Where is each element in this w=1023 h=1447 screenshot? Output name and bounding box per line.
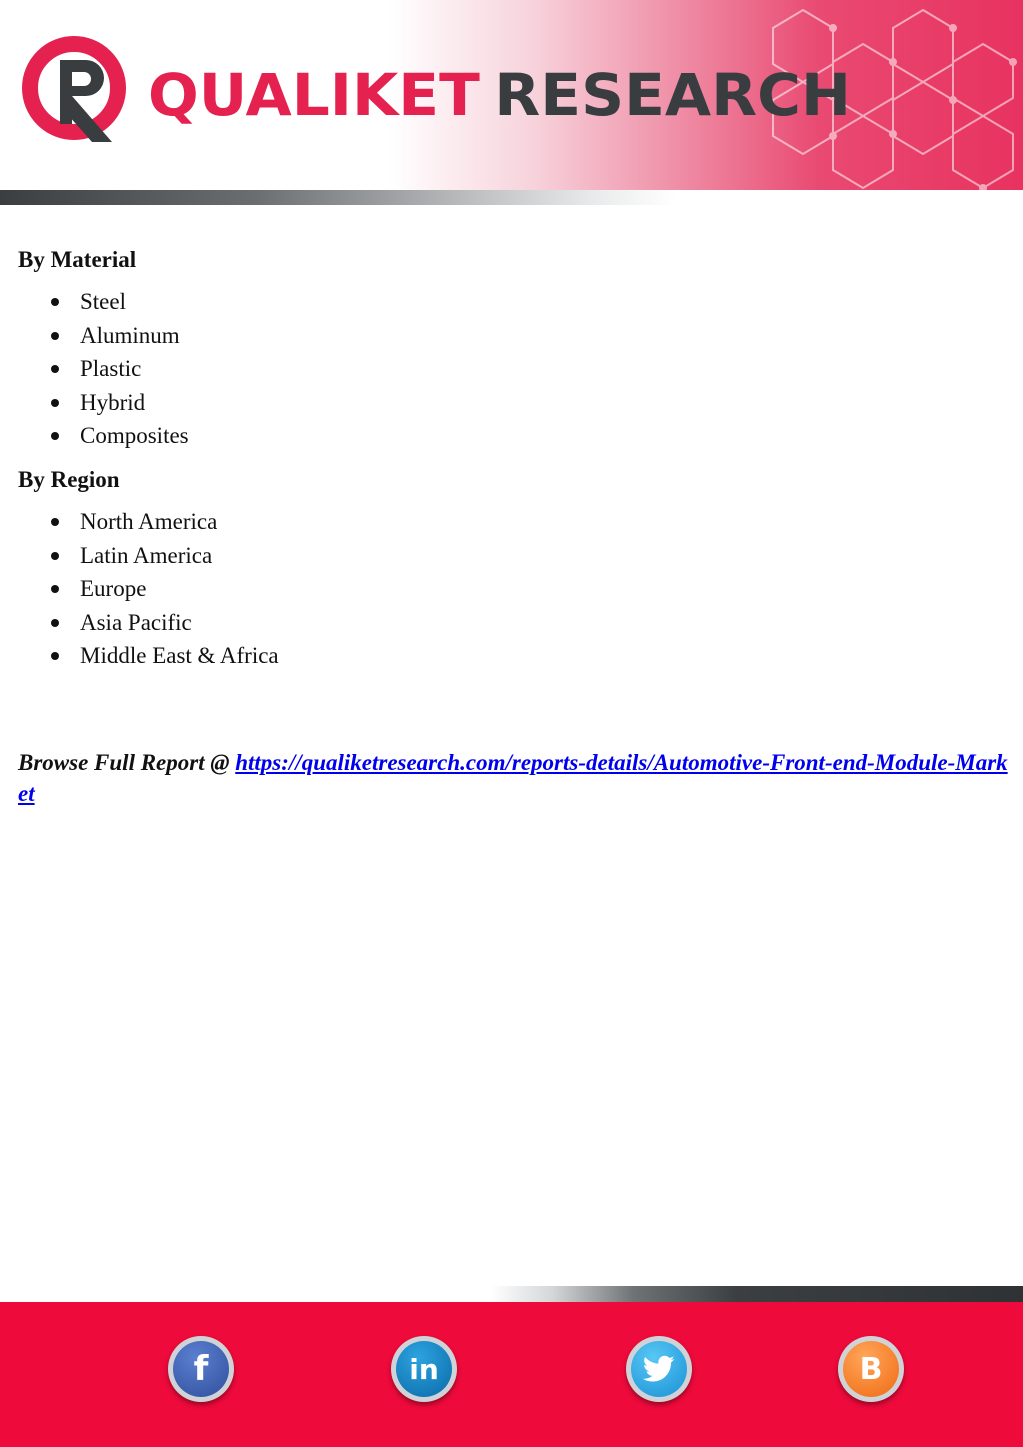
list-item-label: Composites [80,423,189,449]
list-item-label: Latin America [80,542,213,568]
facebook-icon: f [173,1341,229,1397]
document-body [18,245,1008,673]
section-title-region: By Region [18,466,120,492]
list-item [18,639,1008,673]
list-item-label: Middle East & Africa [80,643,279,669]
list-item [18,539,1008,573]
blogger-icon: B [843,1341,899,1397]
list-item-label: Asia Pacific [80,609,192,635]
list-item [18,386,1008,420]
qr-logo-icon [20,32,135,150]
linkedin-icon: in [396,1341,452,1397]
material-list [18,285,1008,453]
bullet-icon [51,399,59,407]
list-item [18,419,1008,453]
bullet-icon [51,552,59,560]
twitter-bird-icon [643,1355,675,1383]
region-list [18,505,1008,673]
footer-divider-bar [0,1286,1023,1302]
header-divider-bar [0,190,1023,205]
report-link[interactable]: https://qualiketresearch.com/reports-details/Automotive-Front-end-Module-Market [18,750,1008,806]
list-item-label: Hybrid [80,389,146,415]
browse-report-line [18,747,1008,809]
blogger-button[interactable] [838,1336,904,1402]
twitter-icon [631,1341,687,1397]
linkedin-button[interactable] [391,1336,457,1402]
list-item-label: Aluminum [80,322,180,348]
brand-name [148,60,851,130]
section-title-material: By Material [18,247,137,272]
bullet-icon [51,652,59,660]
page-header [0,0,1023,190]
bullet-icon [51,332,59,340]
list-item [18,606,1008,640]
bullet-icon [51,298,59,306]
list-item [18,572,1008,606]
bullet-icon [51,619,59,627]
bullet-icon [51,365,59,373]
list-item-label: Europe [80,576,147,602]
list-item [18,505,1008,539]
list-item-label: Plastic [80,356,142,382]
list-item [18,285,1008,319]
bullet-icon [51,518,59,526]
list-item-label: Steel [80,289,126,314]
brand-word-qualiket: QUALIKET [148,61,480,129]
twitter-button[interactable] [626,1336,692,1402]
bullet-icon [51,585,59,593]
list-item-label: North America [80,508,218,534]
list-item [18,319,1008,353]
list-item [18,352,1008,386]
browse-label: Browse Full Report @ [18,750,236,775]
facebook-button[interactable] [168,1336,234,1402]
brand-word-research: RESEARCH [494,61,851,129]
page-footer [0,1302,1023,1447]
bullet-icon [51,432,59,440]
